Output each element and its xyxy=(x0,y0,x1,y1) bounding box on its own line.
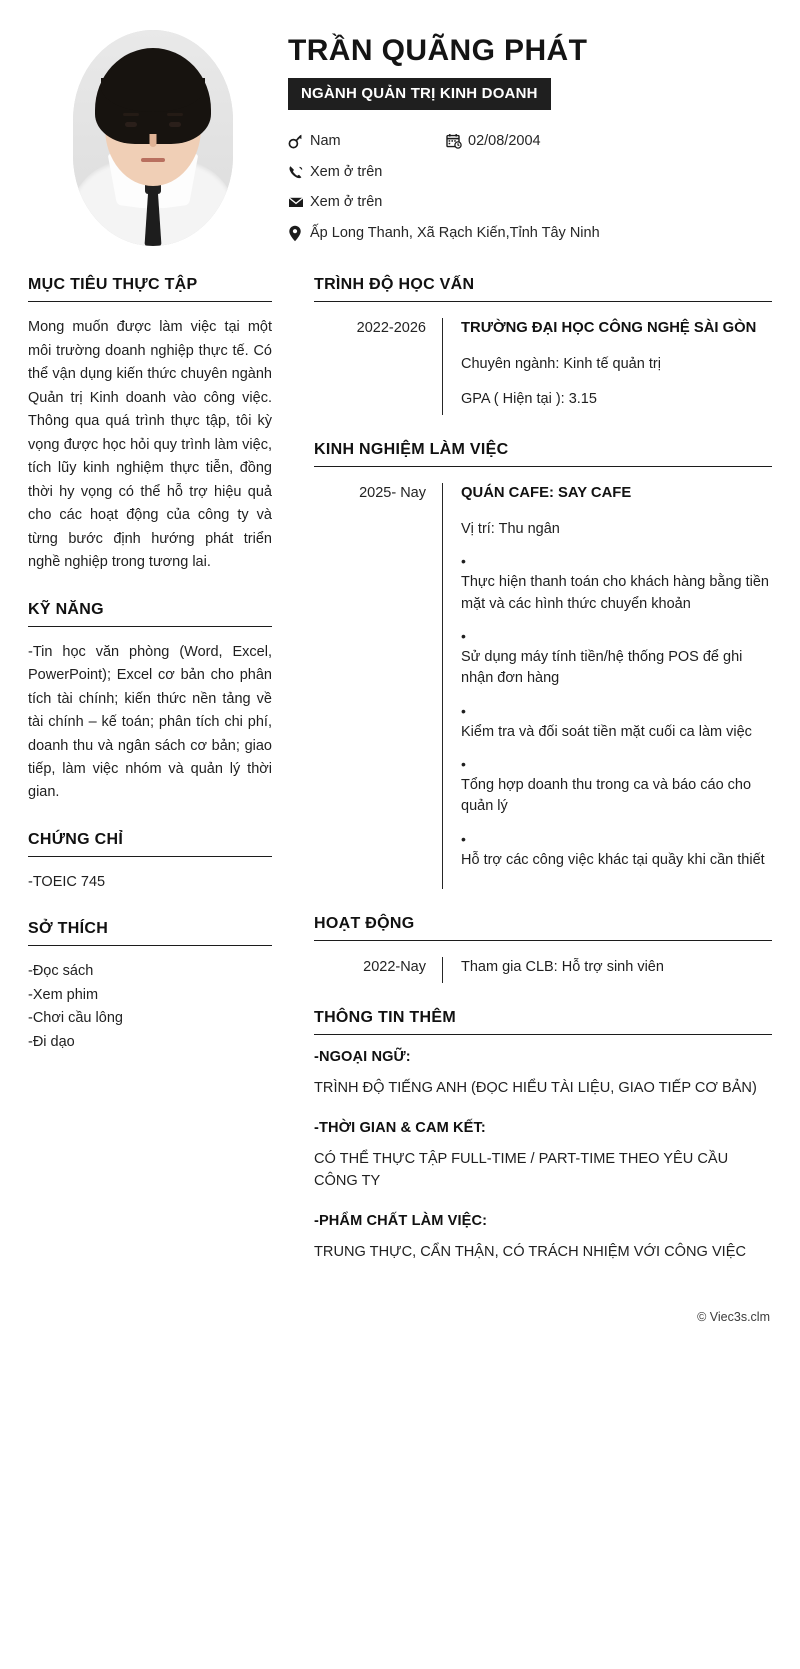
section-body-skills xyxy=(28,627,272,805)
activities-entry xyxy=(314,941,772,983)
bullet-item xyxy=(461,629,772,690)
sidebar-column xyxy=(0,276,300,1283)
bullet-dot-icon: • xyxy=(461,553,466,570)
profile-photo xyxy=(73,30,233,246)
section-body-more-info xyxy=(314,1035,772,1263)
contact-row-gender-birthday xyxy=(288,132,772,152)
mail-icon xyxy=(288,193,310,210)
section-title-more-info: THÔNG TIN THÊM xyxy=(314,1009,772,1035)
contact-row-email xyxy=(288,193,772,213)
section-body-hobbies xyxy=(28,946,272,1054)
gender-male-icon xyxy=(288,132,310,149)
contact-list xyxy=(288,132,772,243)
bullet-item xyxy=(461,554,772,615)
info-heading: -THỜI GIAN & CAM KẾT: xyxy=(314,1119,486,1136)
list-item: -Chơi cầu lông xyxy=(28,1010,123,1027)
hobbies-list xyxy=(28,960,272,1054)
calendar-icon xyxy=(446,132,468,149)
photo-container xyxy=(28,22,278,246)
major-badge: NGÀNH QUẢN TRỊ KINH DOANH xyxy=(288,78,551,110)
contact-gender-text: Nam xyxy=(310,133,341,149)
contact-email xyxy=(288,193,382,213)
experience-position: Vị trí: Thu ngân xyxy=(461,520,560,537)
contact-address-text: Ấp Long Thanh, Xã Rạch Kiến,Tỉnh Tây Ninh xyxy=(310,224,600,241)
experience-entry xyxy=(314,467,772,889)
bullet-text: Tổng hợp doanh thu trong ca và báo cáo cho quản lý xyxy=(461,776,752,815)
activities-text: Tham gia CLB: Hỗ trợ sinh viên xyxy=(461,959,664,976)
bullet-dot-icon: • xyxy=(461,831,466,848)
phone-icon xyxy=(288,163,310,180)
contact-birthday xyxy=(446,132,541,152)
contact-phone-text: Xem ở trên xyxy=(310,163,383,180)
section-title-objective: MỤC TIÊU THỰC TẬP xyxy=(28,276,272,302)
education-school: TRƯỜNG ĐẠI HỌC CÔNG NGHỆ SÀI GÒN xyxy=(461,320,757,337)
info-heading: -PHẨM CHẤT LÀM VIỆC: xyxy=(314,1212,488,1229)
contact-gender xyxy=(288,132,446,152)
section-body-experience xyxy=(314,467,772,889)
education-gpa: GPA ( Hiện tại ): 3.15 xyxy=(461,391,597,408)
bullet-text: Thực hiện thanh toán cho khách hàng bằng tiền mặt và các hình thức chuyển khoản xyxy=(461,573,769,612)
list-item: -Xem phim xyxy=(28,986,99,1003)
skills-text: -Tin học văn phòng (Word, Excel, PowerPoint); Excel cơ bản cho phân tích tài chính; kiến thức nền tảng về tài chính – kế toán; phân tích chi phí, doanh thu và ngân sách cơ bản; giao tiếp, làm việc nhóm và quản lý thời gian. xyxy=(28,643,272,801)
education-major: Chuyên ngành: Kinh tế quản trị xyxy=(461,355,661,372)
section-title-experience: KINH NGHIỆM LÀM VIỆC xyxy=(314,441,772,467)
bullet-item xyxy=(461,832,772,871)
bullet-text: Kiểm tra và đối soát tiền mặt cuối ca làm việc xyxy=(461,723,752,740)
experience-bullets xyxy=(461,554,772,871)
section-body-activities xyxy=(314,941,772,983)
experience-details xyxy=(442,483,772,889)
page-title: TRẦN QUÃNG PHÁT xyxy=(288,34,588,67)
section-body-certificates xyxy=(28,857,272,894)
contact-email-text: Xem ở trên xyxy=(310,194,383,211)
info-text: TRUNG THỰC, CẨN THẬN, CÓ TRÁCH NHIỆM VỚI CÔNG VIỆC xyxy=(314,1243,747,1260)
info-text: CÓ THỂ THỰC TẬP FULL-TIME / PART-TIME THEO YÊU CẦU CÔNG TY xyxy=(314,1150,729,1190)
info-heading: -NGOẠI NGỮ: xyxy=(314,1049,411,1066)
section-title-activities: HOẠT ĐỘNG xyxy=(314,915,772,941)
list-item: -Đi dạo xyxy=(28,1033,75,1050)
contact-row-address xyxy=(288,224,772,244)
list-item: -Đọc sách xyxy=(28,963,94,980)
section-title-education: TRÌNH ĐỘ HỌC VẤN xyxy=(314,276,772,302)
certificates-list xyxy=(28,871,272,894)
main-column xyxy=(300,276,800,1283)
contact-birthday-text: 02/08/2004 xyxy=(468,133,541,149)
footer-credit: © Viec3s.clm xyxy=(697,1309,770,1324)
activities-date: 2022-Nay xyxy=(363,959,426,976)
activities-details xyxy=(442,957,772,983)
bullet-text: Hỗ trợ các công việc khác tại quầy khi cần thiết xyxy=(461,851,765,868)
section-title-skills: KỸ NĂNG xyxy=(28,601,272,627)
bullet-text: Sử dụng máy tính tiền/hệ thống POS để ghi nhận đơn hàng xyxy=(461,648,743,687)
cv-header xyxy=(0,0,800,264)
contact-phone xyxy=(288,163,382,183)
objective-text: Mong muốn được làm việc tại một môi trường doanh nghiệp thực tế. Có thể vận dụng kiến thức chuyên ngành Quản trị Kinh doanh vào công việc. Thông qua quá trình thực tập, tôi kỳ vọng được học hỏi quy trình làm việc, tích lũy kinh nghiệm thực tiễn, đồng thời hy vọng có thể hỗ trợ hiệu quả cho các hoạt động của công ty và từng bước định hướng phát triển nghề nghiệp trong tương lai. xyxy=(28,319,272,571)
section-body-education xyxy=(314,302,772,415)
bullet-item xyxy=(461,704,772,743)
education-details xyxy=(442,318,772,415)
experience-company: QUÁN CAFE: SAY CAFE xyxy=(461,485,632,502)
header-details xyxy=(278,22,772,254)
contact-row-phone xyxy=(288,163,772,183)
cv-body xyxy=(0,264,800,1283)
bullet-item xyxy=(461,757,772,818)
bullet-dot-icon: • xyxy=(461,628,466,645)
info-text: TRÌNH ĐỘ TIẾNG ANH (ĐỌC HIỂU TÀI LIỆU, GIAO TIẾP CƠ BẢN) xyxy=(314,1080,757,1097)
education-date: 2022-2026 xyxy=(356,320,426,337)
contact-address xyxy=(288,224,600,244)
experience-date: 2025- Nay xyxy=(359,485,426,502)
section-title-hobbies: SỞ THÍCH xyxy=(28,920,272,946)
section-title-certificates: CHỨNG CHỈ xyxy=(28,831,272,857)
bullet-dot-icon: • xyxy=(461,703,466,720)
list-item: -TOEIC 745 xyxy=(28,873,106,890)
bullet-dot-icon: • xyxy=(461,756,466,773)
section-body-objective xyxy=(28,302,272,574)
location-pin-icon xyxy=(288,224,310,242)
education-entry xyxy=(314,302,772,415)
